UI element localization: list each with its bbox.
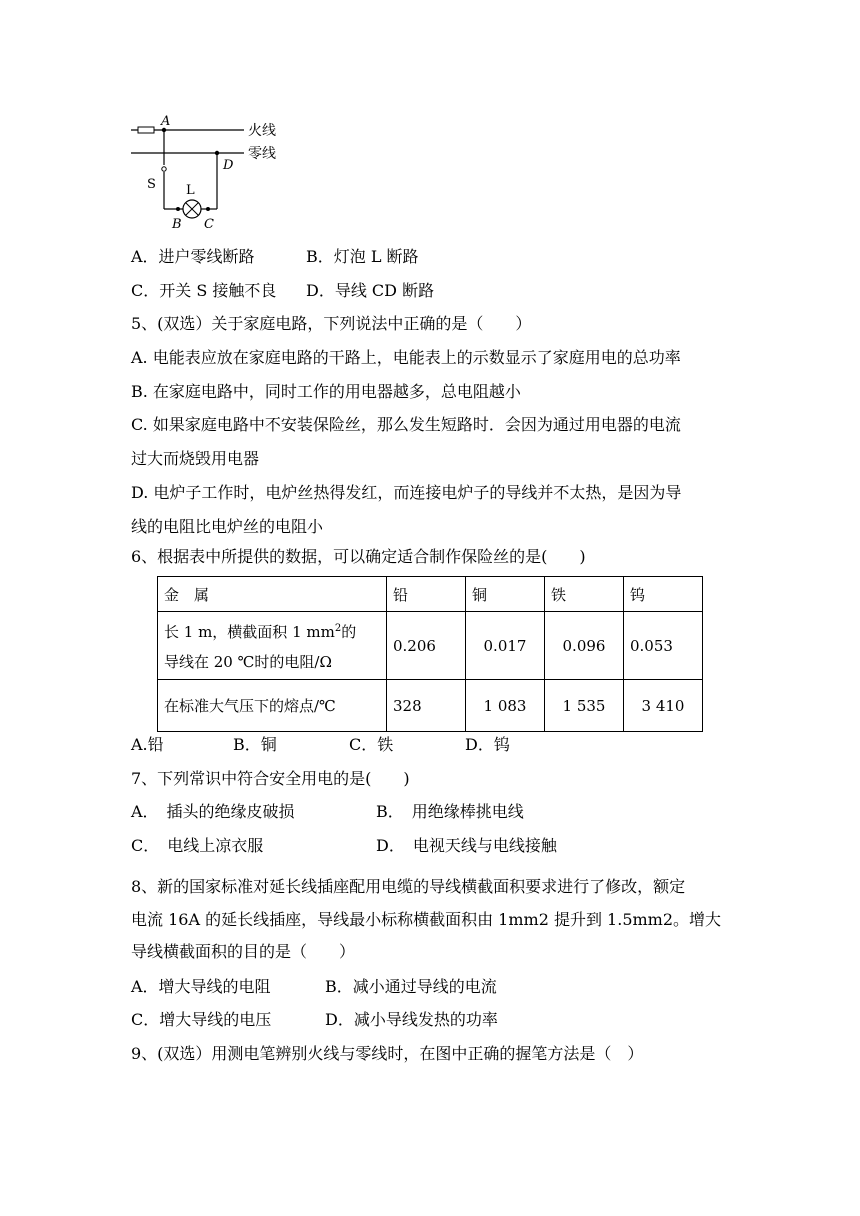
q7-option-d: D． 电视天线与电线接触 <box>376 836 557 855</box>
q4-option-a: A．进户零线断路 <box>131 247 255 266</box>
melting-iron: 1 535 <box>545 680 624 732</box>
q6-stem: 6、根据表中所提供的数据，可以确定适合制作保险丝的是( ) <box>131 547 586 566</box>
label-l: L <box>186 183 195 198</box>
melting-copper: 1 083 <box>466 680 545 732</box>
neutral-wire-label: 零线 <box>248 146 276 162</box>
q6-option-a: A.铅 <box>131 735 164 754</box>
q8-stem-line3: 导线横截面积的目的是（ ） <box>131 942 356 961</box>
resistance-iron: 0.096 <box>545 612 624 680</box>
header-metal: 金 属 <box>158 577 387 612</box>
q7-stem: 7、下列常识中符合安全用电的是( ) <box>131 769 410 788</box>
table-header-row <box>158 577 703 612</box>
switch-contact <box>162 167 166 171</box>
label-d: D <box>223 158 234 173</box>
q5-option-b: B. 在家庭电路中，同时工作的用电器越多，总电阻越小 <box>131 382 521 401</box>
q7-option-c: C． 电线上凉衣服 <box>131 836 264 855</box>
q4-option-b: B．灯泡 L 断路 <box>306 247 419 266</box>
q5-stem: 5、(双选）关于家庭电路，下列说法中正确的是（ ） <box>131 314 532 333</box>
node-d-dot <box>215 151 219 155</box>
q7-option-b: B． 用绝缘棒挑电线 <box>376 802 524 821</box>
resistance-label-part3: 导线在 20 ℃时的电阻/Ω <box>164 653 332 671</box>
q4-option-c: C．开关 S 接触不良 <box>131 281 277 300</box>
header-lead: 铅 <box>387 577 466 612</box>
circuit-diagram <box>120 108 290 232</box>
melting-lead: 328 <box>387 680 466 732</box>
metal-properties-table <box>157 576 703 732</box>
row-melting-label: 在标准大气压下的熔点/℃ <box>158 680 387 732</box>
q8-stem-line2: 电流 16A 的延长线插座，导线最小标称横截面积由 1mm2 提升到 1.5mm2。增大 <box>131 910 722 929</box>
node-c-dot <box>206 207 210 211</box>
q9-stem: 9、(双选）用测电笔辨别火线与零线时，在图中正确的握笔方法是（ ） <box>131 1044 644 1063</box>
q8-option-a: A．增大导线的电阻 <box>131 977 271 996</box>
melting-tungsten: 3 410 <box>624 680 703 732</box>
q8-option-d: D．减小导线发热的功率 <box>325 1010 498 1029</box>
table-row <box>158 612 703 680</box>
q5-option-a: A. 电能表应放在家庭电路的干路上，电能表上的示数显示了家庭用电的总功率 <box>131 348 681 367</box>
resistance-copper: 0.017 <box>466 612 545 680</box>
resistance-label-sup: 2 <box>334 623 342 634</box>
q6-option-d: D．钨 <box>465 735 510 754</box>
q7-option-a: A． 插头的绝缘皮破损 <box>131 802 295 821</box>
label-a: A <box>161 114 171 129</box>
q8-stem-line1: 8、新的国家标准对延长线插座配用电缆的导线横截面积要求进行了修改，额定 <box>131 877 686 896</box>
resistance-tungsten: 0.053 <box>624 612 703 680</box>
resistance-label-part1: 长 1 m，横截面积 1 mm <box>164 623 335 641</box>
q8-option-c: C．增大导线的电压 <box>131 1010 272 1029</box>
header-iron: 铁 <box>545 577 624 612</box>
row-resistance-label <box>158 612 387 680</box>
fuse-symbol <box>138 127 154 133</box>
table-row <box>158 680 703 732</box>
header-copper: 铜 <box>466 577 545 612</box>
label-c: C <box>204 217 214 232</box>
label-b: B <box>172 217 182 232</box>
resistance-label-part2: 的 <box>341 623 357 641</box>
q5-option-d-line1: D. 电炉子工作时，电炉丝热得发红，而连接电炉子的导线并不太热，是因为导 <box>131 483 682 502</box>
live-wire-label: 火线 <box>248 123 276 139</box>
q5-option-d-line2: 线的电阻比电炉丝的电阻小 <box>131 517 324 536</box>
resistance-lead: 0.206 <box>387 612 466 680</box>
q5-option-c-line1: C. 如果家庭电路中不安装保险丝，那么发生短路时．会因为通过用电器的电流 <box>131 415 681 434</box>
header-tungsten: 钨 <box>624 577 703 612</box>
node-b-dot <box>176 207 180 211</box>
q6-option-b: B．铜 <box>233 735 277 754</box>
q8-option-b: B．减小通过导线的电流 <box>325 977 497 996</box>
q6-option-c: C．铁 <box>349 735 394 754</box>
q4-option-d: D．导线 CD 断路 <box>306 281 435 300</box>
q5-option-c-line2: 过大而烧毁用电器 <box>131 449 260 468</box>
label-s: S <box>147 177 156 192</box>
